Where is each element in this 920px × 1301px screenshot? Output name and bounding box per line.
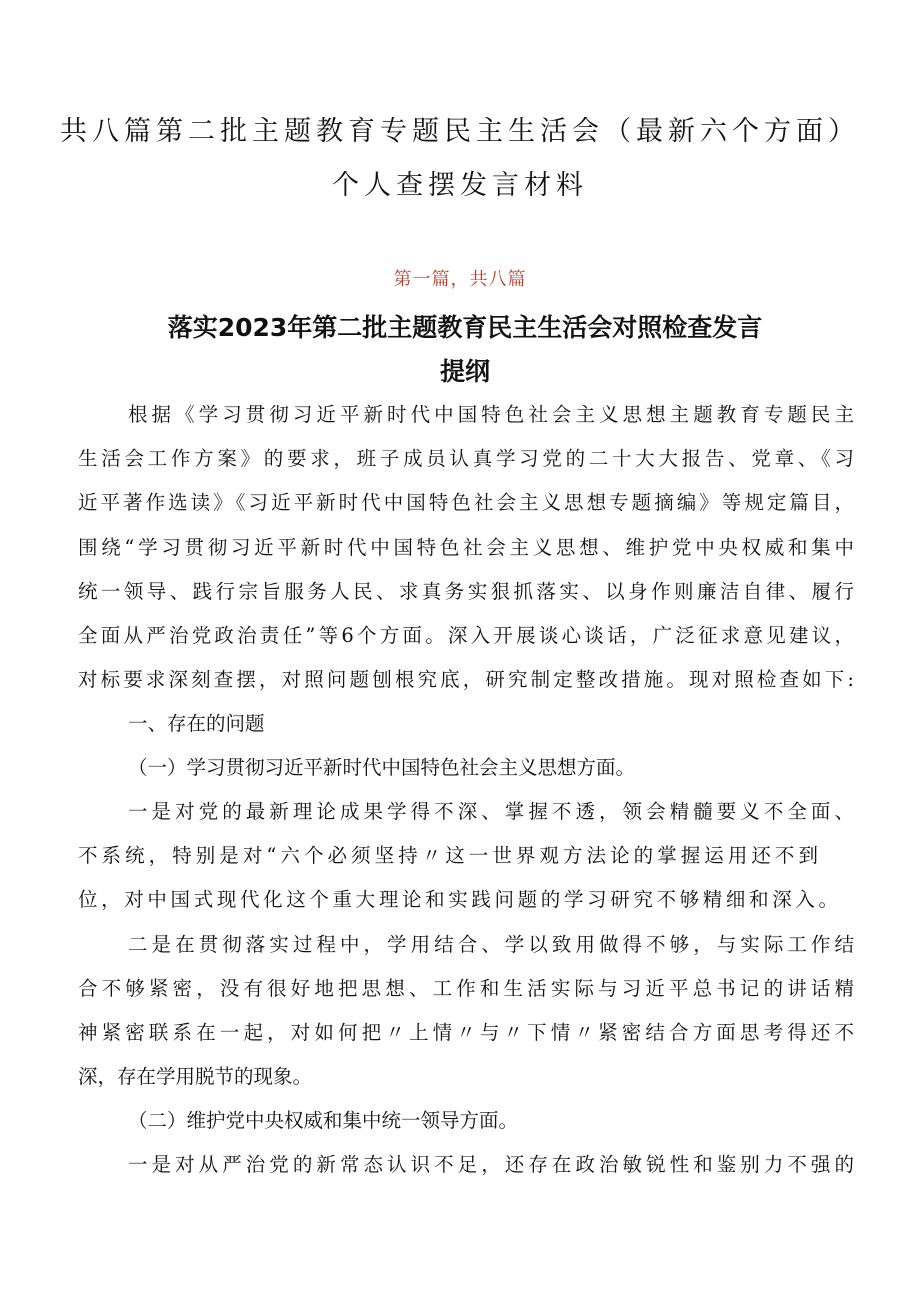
subsection-heading: （二）维护党中央权威和集中统一领导方面。 — [128, 1109, 519, 1132]
body-line: 合不够紧密，没有很好地把思想、工作和生活实际与习近平总书记的讲话精 — [78, 977, 854, 1000]
body-line: 一是对从严治党的新常态认识不足，还存在政治敏锐性和鉴别力不强的 — [128, 1153, 854, 1176]
body-line: 神紧密联系在一起，对如何把〃上情〃与〃下情〃紧密结合方面思考得还不 — [78, 1021, 854, 1044]
body-line: 深，存在学用脱节的现象。 — [78, 1065, 313, 1088]
body-line: 近平著作选读》《习近平新时代中国特色社会主义思想专题摘编》等规定篇目， — [78, 491, 854, 514]
article-title-line-2: 提纲 — [439, 357, 490, 386]
part-label: 第一篇，共八篇 — [393, 269, 527, 290]
article-title-line-1: 落实2023年第二批主题教育民主生活会对照检查发言 — [167, 313, 763, 342]
body-line: 不系统，特别是对“六个必须坚持〃这一世界观方法论的掌握运用还不到 — [78, 844, 818, 867]
subsection-heading: （一）学习贯彻习近平新时代中国特色社会主义思想方面。 — [128, 756, 636, 779]
body-line: 根据《学习贯彻习近平新时代中国特色社会主义思想主题教育专题民主 — [128, 403, 854, 426]
section-heading: 一、存在的问题 — [128, 712, 265, 735]
document-title-line-2: 个人查摆发言材料 — [332, 170, 588, 201]
document-title-line-1: 共八篇第二批主题教育专题民主生活会（最新六个方面） — [60, 116, 860, 147]
body-line: 全面从严治党政治责任”等6个方面。深入开展谈心谈话，广泛征求意见建议， — [78, 624, 854, 647]
body-line: 统一领导、践行宗旨服务人民、求真务实狠抓落实、以身作则廉洁自律、履行 — [78, 580, 854, 603]
body-line: 位，对中国式现代化这个重大理论和实践问题的学习研究不够精细和深入。 — [78, 888, 838, 911]
body-line: 一是对党的最新理论成果学得不深、掌握不透，领会精髓要义不全面、 — [128, 800, 854, 823]
body-line: 生活会工作方案》的要求，班子成员认真学习党的二十大大报告、党章、《习 — [78, 447, 854, 470]
body-line: 对标要求深刻查摆，对照问题刨根究底，研究制定整改措施。现对照检查如下: — [78, 668, 854, 691]
body-line: 二是在贯彻落实过程中，学用结合、学以致用做得不够，与实际工作结 — [128, 933, 854, 956]
body-line: 围绕“学习贯彻习近平新时代中国特色社会主义思想、维护党中央权威和集中 — [78, 536, 854, 559]
